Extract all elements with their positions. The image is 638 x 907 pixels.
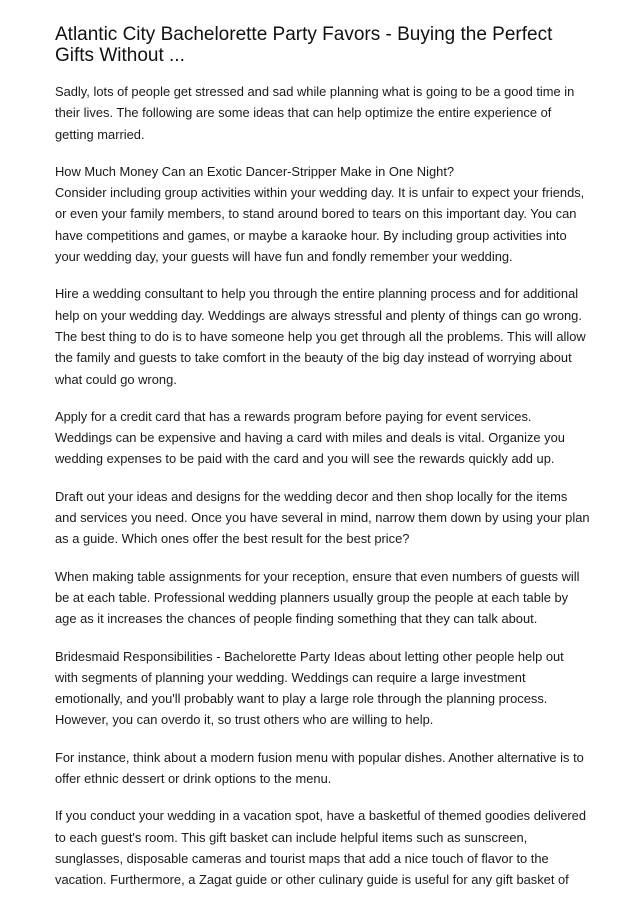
paragraph-credit-card: Apply for a credit card that has a rewards program before paying for event services. Weddings can be expensive and having a card with miles and deals is vital. Organize you wedding expenses to be paid with the card and you will see the rewards quickly add up. (55, 408, 565, 467)
paragraph-decor: Draft out your ideas and designs for the wedding decor and then shop locally for the items and services you need. Once you have several in mind, narrow them down by using your plan as a guide. Which ones offer the best result for the best price? (55, 488, 590, 547)
paragraph-vacation-basket: If you conduct your wedding in a vacation spot, have a basketful of themed goodies delivered to each guest's room. This gift basket can include helpful items such as sunscreen, sunglasses, disposable cameras and tourist maps that add a nice touch of flavor to the vacation. Furthermore, a Zagat guide or other culinary guide is useful for any gift basket of (55, 808, 587, 888)
paragraph-heading-link-text: How Much Money Can an Exotic Dancer-Stripper Make in One Night? (55, 163, 455, 179)
paragraph-fusion-menu: For instance, think about a modern fusion menu with popular dishes. Another alternative is to offer ethnic dessert or drink options to the menu. (55, 749, 584, 787)
paragraph-dancer (55, 161, 590, 267)
paragraph-intro: Sadly, lots of people get stressed and sad while planning what is going to be a good time in their lives. The following are some ideas that can help optimize the entire experience of getting married. (55, 84, 575, 142)
paragraph-table-assignments: When making table assignments for your reception, ensure that even numbers of guests will be at each table. Professional wedding planners usually group the people at each table by age as it increases the chances of people finding something that they can talk about. (55, 568, 580, 627)
document-title: Atlantic City Bachelorette Party Favors - Buying the Perfect Gifts Without ... (55, 24, 553, 66)
paragraph-group-activities: Consider including group activities within your wedding day. It is unfair to expect your friends, or even your family members, to stand around bored to tears on this important day. You can have competitions and games, or maybe a karaoke hour. By including group activities into your wedding day, your guests will have fun and fondly remember your wedding. (55, 185, 585, 265)
paragraph-consultant: Hire a wedding consultant to help you through the entire planning process and for additional help on your wedding day. Weddings are always stressful and plenty of things can go wrong. The best thing to do is to have someone help you get through all the problems. This will allow the family and guests to take comfort in the beauty of the big day instead of worrying about what could go wrong. (55, 286, 586, 387)
paragraph-bridesmaid: Bridesmaid Responsibilities - Bachelorette Party Ideas about letting other people help out with segments of planning your wedding. Weddings can require a large investment emotionally, and you'll probably want to play a large role through the planning process. However, you can overdo it, so trust others who are willing to help. (55, 648, 564, 728)
document-page (55, 24, 590, 907)
